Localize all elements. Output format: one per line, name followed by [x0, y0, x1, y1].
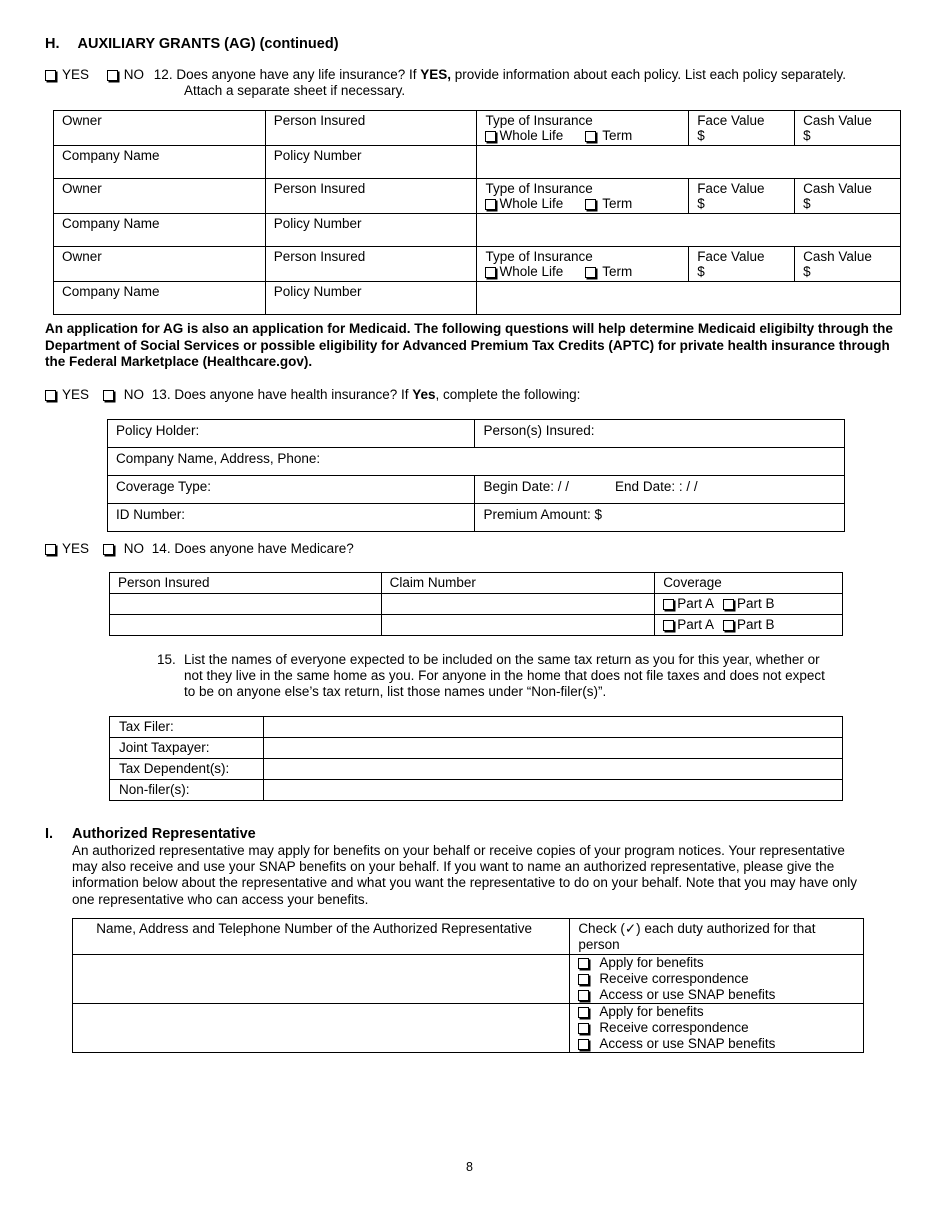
- owner-cell[interactable]: Owner: [54, 111, 266, 146]
- q12-text-bold: YES,: [420, 67, 452, 82]
- representative-table: [72, 918, 864, 1053]
- yes-label: YES: [62, 67, 90, 82]
- person-insured-input[interactable]: [110, 615, 382, 636]
- q14-no-checkbox[interactable]: [103, 544, 114, 555]
- coverage-header: Coverage: [655, 573, 843, 594]
- person-insured-input[interactable]: [110, 594, 382, 615]
- q14-number: 14.: [151, 541, 171, 556]
- tax-dependents-input[interactable]: [263, 759, 842, 780]
- part-b-label: Part B: [736, 617, 775, 632]
- duty-label: Receive correspondence: [599, 1020, 749, 1035]
- duty-label: Apply for benefits: [599, 1004, 704, 1019]
- no-label: NO: [123, 541, 145, 556]
- claim-number-input[interactable]: [381, 594, 655, 615]
- life-insurance-table: [53, 110, 901, 315]
- duty-label: Access or use SNAP benefits: [599, 1036, 776, 1051]
- q13-text-a: Does anyone have health insurance? If: [174, 387, 413, 402]
- term-label: Term: [602, 128, 633, 143]
- q13-text-b: , complete the following:: [435, 387, 581, 402]
- question-12: [45, 67, 905, 83]
- premium-amount-field[interactable]: Premium Amount: $: [475, 504, 845, 532]
- company-name-cell[interactable]: Company Name: [54, 146, 266, 179]
- tax-filer-input[interactable]: [263, 717, 842, 738]
- person-insured-cell[interactable]: Person Insured: [265, 247, 477, 282]
- type-label: Type of Insurance: [485, 181, 593, 196]
- end-date-label: End Date: : / /: [615, 479, 698, 494]
- q12-no-checkbox[interactable]: [107, 70, 118, 81]
- life-row-2: [54, 146, 901, 179]
- section-i-line1: An authorized representative may apply for benefits on your behalf or receive copies of your program notices. Your representative: [72, 843, 845, 858]
- part-b-label: Part B: [736, 596, 775, 611]
- section-h-heading: [45, 36, 339, 52]
- type-label: Type of Insurance: [485, 113, 593, 128]
- tax-filer-label: Tax Filer:: [110, 717, 264, 738]
- q14-yes-checkbox[interactable]: [45, 544, 56, 555]
- term-label: Term: [602, 264, 633, 279]
- duty-header: [570, 919, 864, 955]
- q12-text-a: Does anyone have any life insurance? If: [176, 67, 421, 82]
- claim-number-header: Claim Number: [381, 573, 655, 594]
- owner-cell[interactable]: Owner: [54, 179, 266, 214]
- tax-table: [109, 716, 843, 801]
- q15-text: [184, 652, 874, 700]
- medicare-table: [109, 572, 843, 636]
- term-checkbox[interactable]: [585, 199, 596, 210]
- medicaid-note: An application for AG is also an application for Medicaid. The following questions will help determine Medicaid eligibilty through the Department of Social Services or possible eligibility for Advanced Premium Tax Credits (APTC) for private health insurance through the Federal Marketplace (Healthcare.gov).: [45, 321, 893, 369]
- cash-value-label: Cash Value: [803, 113, 872, 128]
- life-row-6: [54, 282, 901, 315]
- q12-yes-checkbox[interactable]: [45, 70, 56, 81]
- no-label: NO: [123, 67, 145, 82]
- dollar-sign: $: [697, 128, 705, 143]
- whole-life-checkbox[interactable]: [485, 131, 496, 142]
- term-checkbox[interactable]: [585, 131, 596, 142]
- whole-life-checkbox[interactable]: [485, 199, 496, 210]
- dollar-sign: $: [803, 196, 811, 211]
- duty-options: [570, 955, 864, 1004]
- q13-text-bold: Yes: [412, 387, 436, 402]
- owner-cell[interactable]: Owner: [54, 247, 266, 282]
- no-label: NO: [123, 387, 145, 402]
- coverage-type-field[interactable]: Coverage Type:: [108, 476, 475, 504]
- face-value-cell[interactable]: [689, 179, 795, 214]
- life-row-5: [54, 247, 901, 282]
- joint-taxpayer-label: Joint Taxpayer:: [110, 738, 264, 759]
- health-insurance-table: [107, 419, 845, 532]
- yes-label: YES: [62, 541, 90, 556]
- dollar-sign: $: [697, 264, 705, 279]
- dollar-sign: $: [697, 196, 705, 211]
- part-a-checkbox[interactable]: [663, 599, 674, 610]
- begin-date-label: Begin Date: / /: [483, 479, 570, 494]
- section-i-letter: I.: [45, 826, 54, 842]
- q15-line1: List the names of everyone expected to be included on the same tax return as you for this year, whether or: [184, 652, 820, 667]
- life-row-3: [54, 179, 901, 214]
- q13-number: 13.: [151, 387, 171, 402]
- term-label: Term: [602, 196, 633, 211]
- cash-value-cell[interactable]: [795, 179, 901, 214]
- face-value-cell[interactable]: [689, 111, 795, 146]
- cash-value-cell[interactable]: [795, 111, 901, 146]
- non-filers-input[interactable]: [263, 780, 842, 801]
- policy-number-cell[interactable]: Policy Number: [265, 214, 477, 247]
- section-i-line2: may also receive and use your SNAP benefits on your behalf. If you want to name an authorized representative, please give the: [72, 859, 835, 875]
- policy-number-cell[interactable]: Policy Number: [265, 146, 477, 179]
- section-i-line4: one representative who can access your benefits.: [72, 891, 369, 907]
- receive-correspondence-checkbox[interactable]: [578, 1023, 589, 1034]
- person-insured-cell[interactable]: Person Insured: [265, 111, 477, 146]
- persons-insured-field[interactable]: Person(s) Insured:: [475, 420, 845, 448]
- life-row-1: [54, 111, 901, 146]
- face-value-label: Face Value: [697, 181, 765, 196]
- q12-line2: Attach a separate sheet if necessary.: [184, 83, 406, 98]
- type-of-insurance-cell: [477, 247, 689, 282]
- part-a-label: Part A: [677, 596, 714, 611]
- cash-value-label: Cash Value: [803, 249, 872, 264]
- q14-text: Does anyone have Medicare?: [174, 541, 354, 556]
- q12-number: 12.: [153, 67, 173, 82]
- policy-holder-field[interactable]: Policy Holder:: [108, 420, 475, 448]
- part-b-checkbox[interactable]: [723, 599, 734, 610]
- id-number-field[interactable]: ID Number:: [108, 504, 475, 532]
- cash-value-label: Cash Value: [803, 181, 872, 196]
- duty-label: Receive correspondence: [599, 971, 749, 986]
- coverage-options: [655, 594, 843, 615]
- claim-number-input[interactable]: [381, 615, 655, 636]
- type-of-insurance-cell: [477, 111, 689, 146]
- person-insured-header: Person Insured: [110, 573, 382, 594]
- dollar-sign: $: [803, 128, 811, 143]
- section-i-title: Authorized Representative: [72, 826, 256, 842]
- q15-number: 15.: [157, 652, 176, 667]
- rep-name-header: Name, Address and Telephone Number of the Authorized Representative: [73, 919, 570, 955]
- whole-life-label: Whole Life: [499, 264, 564, 279]
- q15-line2: not they live in the same home as you. For anyone in the home that does not file taxes and does not expect: [184, 668, 825, 683]
- policy-number-cell[interactable]: Policy Number: [265, 282, 477, 315]
- face-value-cell[interactable]: [689, 247, 795, 282]
- whole-life-label: Whole Life: [499, 196, 564, 211]
- rep-name-input[interactable]: [73, 1004, 570, 1053]
- part-a-checkbox[interactable]: [663, 620, 674, 631]
- question-14: [45, 541, 354, 557]
- company-info-field[interactable]: Company Name, Address, Phone:: [108, 448, 845, 476]
- whole-life-checkbox[interactable]: [485, 267, 496, 278]
- dollar-sign: $: [803, 264, 811, 279]
- tax-dependents-label: Tax Dependent(s):: [110, 759, 264, 780]
- joint-taxpayer-input[interactable]: [263, 738, 842, 759]
- cash-value-cell[interactable]: [795, 247, 901, 282]
- part-a-label: Part A: [677, 617, 714, 632]
- term-checkbox[interactable]: [585, 267, 596, 278]
- q15-line3: to be on anyone else’s tax return, list those names under “Non-filer(s)”.: [184, 684, 607, 699]
- blank-cell[interactable]: [477, 214, 901, 247]
- section-i-heading: [45, 826, 256, 842]
- receive-correspondence-checkbox[interactable]: [578, 974, 589, 985]
- page-number: 8: [466, 1160, 473, 1174]
- face-value-label: Face Value: [697, 113, 765, 128]
- duty-options: [570, 1004, 864, 1053]
- section-h-title: AUXILIARY GRANTS (AG) (continued): [77, 36, 339, 52]
- coverage-options: [655, 615, 843, 636]
- q12-text-b: provide information about each policy. List each policy separately.: [451, 67, 846, 82]
- section-h-letter: H.: [45, 36, 60, 52]
- apply-benefits-checkbox[interactable]: [578, 958, 589, 969]
- duty-header-line2: person: [578, 936, 620, 952]
- part-b-checkbox[interactable]: [723, 620, 734, 631]
- q13-yes-checkbox[interactable]: [45, 390, 56, 401]
- apply-benefits-checkbox[interactable]: [578, 1007, 589, 1018]
- yes-label: YES: [62, 387, 90, 402]
- company-name-cell[interactable]: Company Name: [54, 214, 266, 247]
- section-i-line3: information below about the representative and what you want the representative to do on your behalf. Note that you may have only: [72, 875, 857, 891]
- duty-header-line1: Check (✓) each duty authorized for that: [578, 921, 816, 936]
- company-name-cell[interactable]: Company Name: [54, 282, 266, 315]
- rep-name-input[interactable]: [73, 955, 570, 1004]
- snap-access-checkbox[interactable]: [578, 1039, 589, 1050]
- q13-no-checkbox[interactable]: [103, 390, 114, 401]
- section-i-body: [72, 843, 932, 908]
- duty-label: Access or use SNAP benefits: [599, 987, 776, 1002]
- snap-access-checkbox[interactable]: [578, 990, 589, 1001]
- type-of-insurance-cell: [477, 179, 689, 214]
- type-label: Type of Insurance: [485, 249, 593, 264]
- non-filers-label: Non-filer(s):: [110, 780, 264, 801]
- blank-cell[interactable]: [477, 282, 901, 315]
- duty-label: Apply for benefits: [599, 955, 704, 970]
- question-13: [45, 387, 580, 403]
- whole-life-label: Whole Life: [499, 128, 564, 143]
- blank-cell[interactable]: [477, 146, 901, 179]
- life-row-4: [54, 214, 901, 247]
- face-value-label: Face Value: [697, 249, 765, 264]
- dates-field[interactable]: [475, 476, 845, 504]
- person-insured-cell[interactable]: Person Insured: [265, 179, 477, 214]
